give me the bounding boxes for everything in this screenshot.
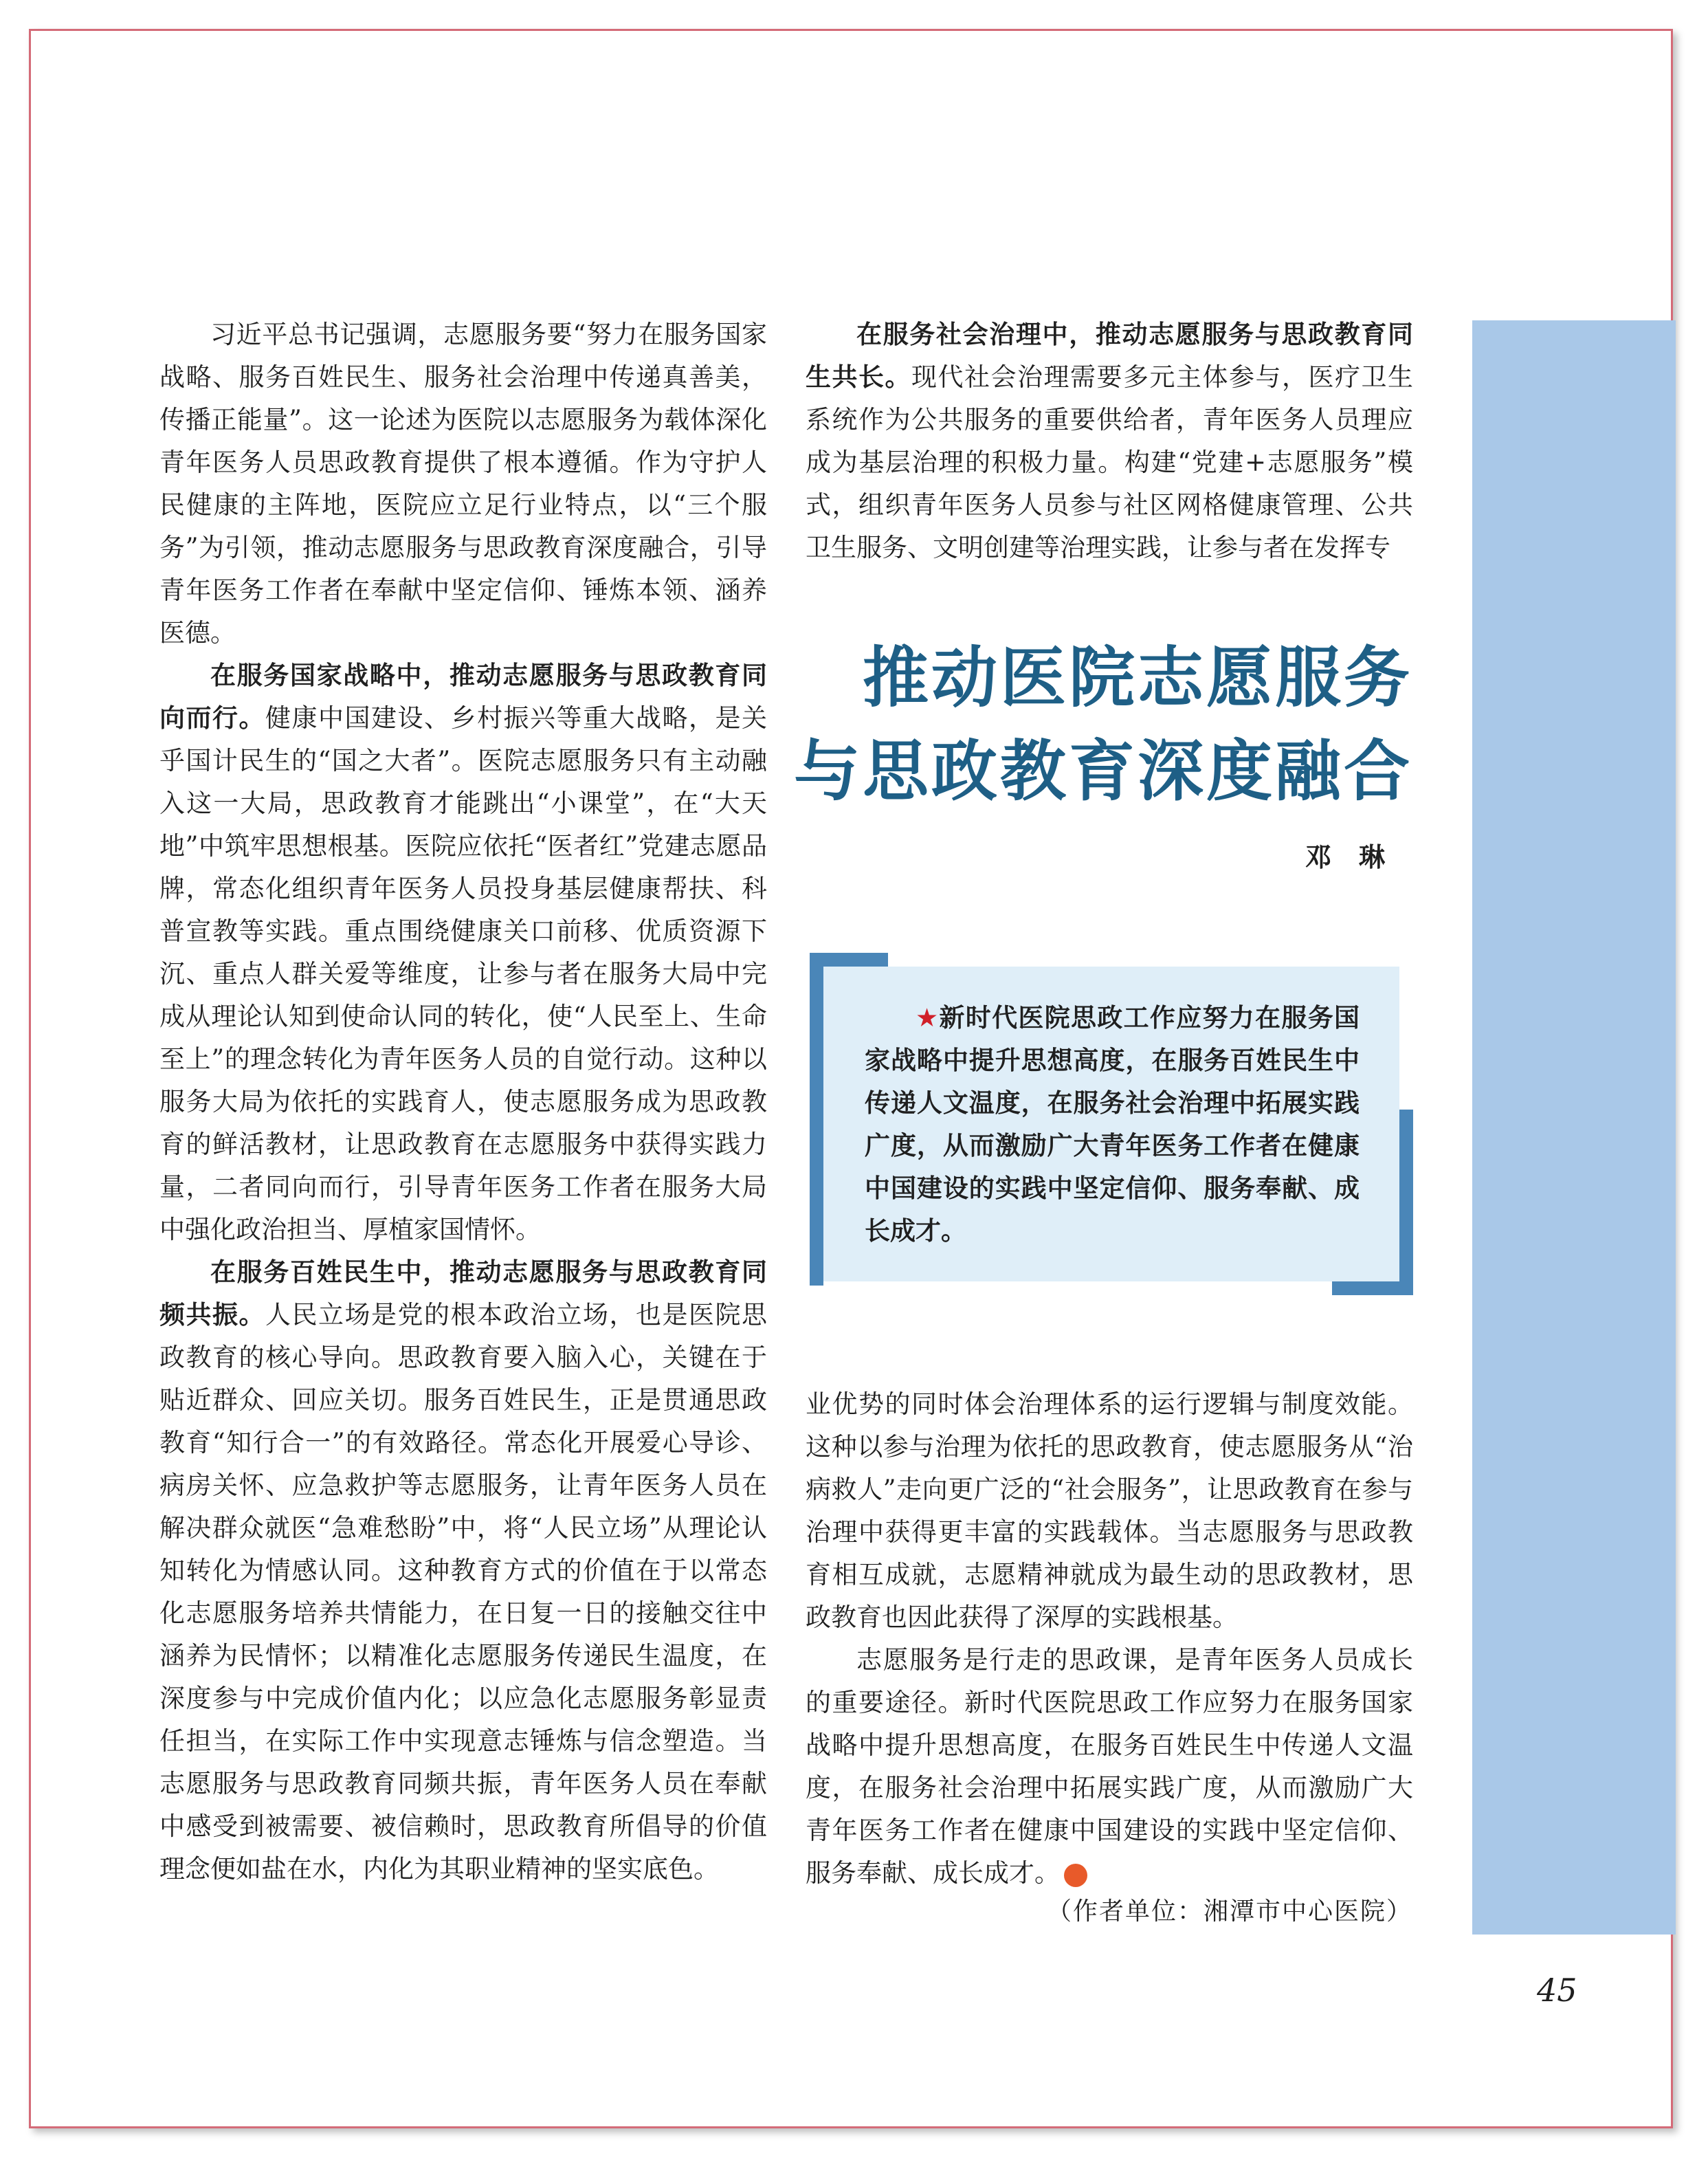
paragraph-intro: 习近平总书记强调，志愿服务要“努力在服务国家战略、服务百姓民生、服务社会治理中传递真善美，传播正能量”。这一论述为医院以志愿服务为载体深化青年医务人员思政教育提供了根本遵循。作为守护人民健康的主阵地，医院应立足行业特点，以“三个服务”为引领，推动志愿服务与思政教育深度融合，引导青年医务工作者在奉献中坚定信仰、锤炼本领、涵养医德。 xyxy=(159,320,767,648)
paragraph-national-strategy xyxy=(159,654,767,1251)
quote-bracket-right xyxy=(1399,1110,1413,1295)
paragraph-conclusion xyxy=(806,1639,1413,1895)
left-column xyxy=(159,313,767,1891)
paragraph-body: 健康中国建设、乡村振兴等重大战略，是关乎国计民生的“国之大者”。医院志愿服务只有主动融入这一大局，思政教育才能跳出“小课堂”，在“大天地”中筑牢思想根基。医院应依托“医者红”党建志愿品牌，常态化组织青年医务人员投身基层健康帮扶、科普宣教等实践。重点围绕健康关口前移、优质资源下沉、重点人群关爱等维度，让参与者在服务大局中完成从理论认知到使命认同的转化，使“人民至上、生命至上”的理念转化为青年医务人员的自觉行动。这种以服务大局为依托的实践育人，使志愿服务成为思政教育的鲜活教材，让思政教育在志愿服务中获得实践力量，二者同向而行，引导青年医务工作者在服务大局中强化政治担当、厚植家国情怀。 xyxy=(159,703,767,1244)
article-title xyxy=(794,631,1412,818)
page-number: 45 xyxy=(1537,1972,1577,2009)
author-affiliation: （作者单位：湘潭市中心医院） xyxy=(1046,1897,1412,1926)
paragraph-livelihood xyxy=(159,1251,767,1891)
paragraph-governance xyxy=(806,313,1413,569)
paragraph-lead-bold: 在服务国家战略中，推动志愿服务与思政教育同向而行。 xyxy=(159,661,767,733)
right-column-bottom xyxy=(806,1383,1413,1895)
quote-bracket-left xyxy=(810,953,823,1286)
pull-quote-text: 新时代医院思政工作应努力在服务国家战略中提升思想高度，在服务百姓民生中传递人文温度，在服务社会治理中拓展实践广度，从而激励广大青年医务工作者在健康中国建设的实践中坚定信仰、服务奉献、成长成才。 xyxy=(865,1003,1360,1246)
paragraph-body: 人民立场是党的根本政治立场，也是医院思政教育的核心导向。思政教育要入脑入心，关键在于贴近群众、回应关切。服务百姓民生，正是贯通思政教育“知行合一”的有效路径。常态化开展爱心导诊、病房关怀、应急救护等志愿服务，让青年医务人员在解决群众就医“急难愁盼”中，将“人民立场”从理论认知转化为情感认同。这种教育方式的价值在于以常态化志愿服务培养共情能力，在日复一日的接触交往中涵养为民情怀；以精准化志愿服务传递民生温度，在深度参与中完成价值内化；以应急化志愿服务彰显责任担当，在实际工作中实现意志锤炼与信念塑造。当志愿服务与思政教育同频共振，青年医务人员在奉献中感受到被需要、被信赖时，思政教育所倡导的价值理念便如盐在水，内化为其职业精神的坚实底色。 xyxy=(159,1300,767,1884)
side-color-band xyxy=(1472,320,1676,1935)
flame-logo-icon: ✦ xyxy=(1064,1864,1087,1887)
paragraph-governance-cont: 业优势的同时体会治理体系的运行逻辑与制度效能。这种以参与治理为依托的思政教育，使志愿服务从“治病救人”走向更广泛的“社会服务”，让思政教育在参与治理中获得更丰富的实践载体。当志愿服务与思政教育相互成就，志愿精神就成为最生动的思政教材，思政教育也因此获得了深厚的实践根基。 xyxy=(806,1389,1413,1632)
title-line-1: 推动医院志愿服务 xyxy=(863,639,1412,716)
paragraph-lead-bold: 在服务百姓民生中，推动志愿服务与思政教育同频共振。 xyxy=(159,1257,767,1330)
paragraph-lead-bold: 在服务社会治理中，推动志愿服务与思政教育同生共长。 xyxy=(806,320,1413,392)
paragraph-body: 志愿服务是行走的思政课，是青年医务人员成长的重要途径。新时代医院思政工作应努力在服务国家战略中提升思想高度，在服务百姓民生中传递人文温度，在服务社会治理中拓展实践广度，从而激励广大青年医务工作者在健康中国建设的实践中坚定信仰、服务奉献、成长成才。 xyxy=(806,1645,1413,1888)
quote-bracket-bottom xyxy=(1332,1281,1413,1295)
pull-quote xyxy=(865,997,1360,1253)
title-line-2: 与思政教育深度融合 xyxy=(794,732,1412,810)
star-icon: ★ xyxy=(916,1003,940,1033)
right-column-top xyxy=(806,313,1413,569)
author-name: 邓琳 xyxy=(1305,842,1412,872)
paragraph-body: 现代社会治理需要多元主体参与，医疗卫生系统作为公共服务的重要供给者，青年医务人员理应成为基层治理的积极力量。构建“党建+志愿服务”模式，组织青年医务人员参与社区网格健康管理、公共卫生服务、文明创建等治理实践，让参与者在发挥专 xyxy=(806,362,1413,562)
